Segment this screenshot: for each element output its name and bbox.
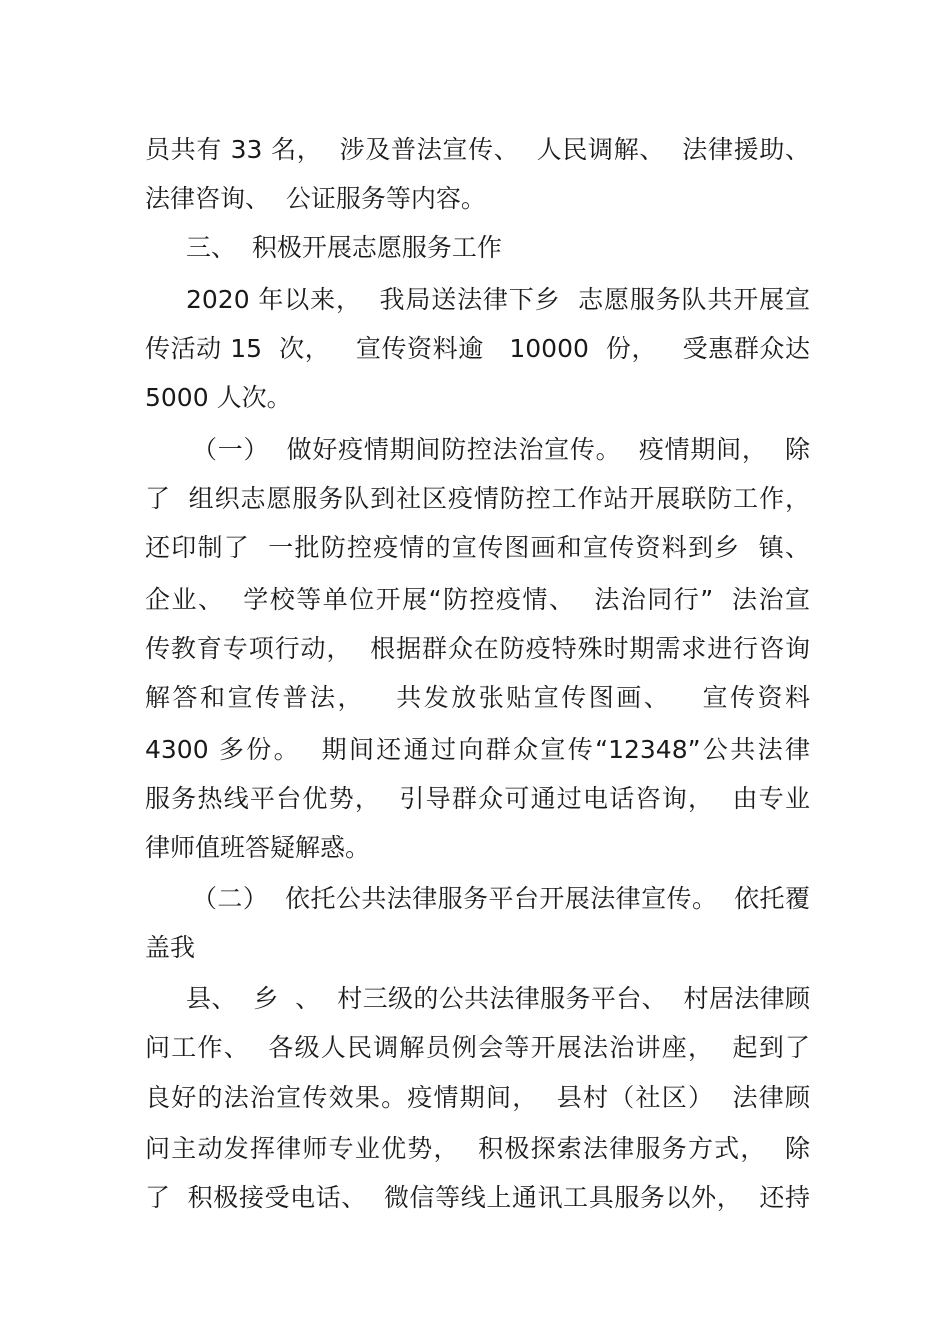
text-line: 还印制了 一批防控疫情的宣传图画和宣传资料到乡 镇、: [145, 533, 810, 562]
text-line: 盖我: [145, 933, 196, 962]
text-line: 服务热线平台优势， 引导群众可通过电话咨询， 由专业: [145, 784, 810, 813]
text-line: 员共有 33 名， 涉及普法宣传、 人民调解、 法律援助、: [145, 135, 810, 164]
text-line: 了 积极接受电话、 微信等线上通讯工具服务以外， 还持: [145, 1183, 810, 1212]
text-line: 律师值班答疑解惑。: [145, 833, 371, 862]
text-line: 问主动发挥律师专业优势， 积极探索法律服务方式， 除: [145, 1134, 810, 1163]
text-line: 了 组织志愿服务队到社区疫情防控工作站开展联防工作，: [145, 484, 810, 513]
text-line: 企业、 学校等单位开展“防控疫情、 法治同行” 法治宣: [145, 585, 810, 614]
text-line: 传教育专项行动， 根据群众在防疫特殊时期需求进行咨询: [145, 634, 810, 663]
text-line: 县、 乡 、 村三级的公共法律服务平台、 村居法律顾: [186, 984, 810, 1013]
text-line: 问工作、 各级人民调解员例会等开展法治讲座， 起到了: [145, 1033, 810, 1062]
section-heading: 三、 积极开展志愿服务工作: [186, 233, 502, 262]
text-line: 解答和宣传普法， 共发放张贴宣传图画、 宣传资料: [145, 683, 810, 712]
text-line: 法律咨询、 公证服务等内容。: [145, 184, 486, 213]
text-line: （一） 做好疫情期间防控法治宣传。 疫情期间， 除: [192, 435, 810, 464]
text-line: 良好的法治宣传效果。疫情期间， 县村（社区） 法律顾: [145, 1083, 810, 1112]
text-line: 2020 年以来， 我局送法律下乡 志愿服务队共开展宣: [186, 285, 810, 314]
text-line: 传活动 15 次， 宣传资料逾 10000 份， 受惠群众达: [145, 334, 810, 363]
text-line: 5000 人次。: [145, 383, 292, 412]
text-line: （二） 依托公共法律服务平台开展法律宣传。 依托覆: [192, 884, 810, 913]
text-line: 4300 多份。 期间还通过向群众宣传“12348”公共法律: [145, 735, 810, 764]
